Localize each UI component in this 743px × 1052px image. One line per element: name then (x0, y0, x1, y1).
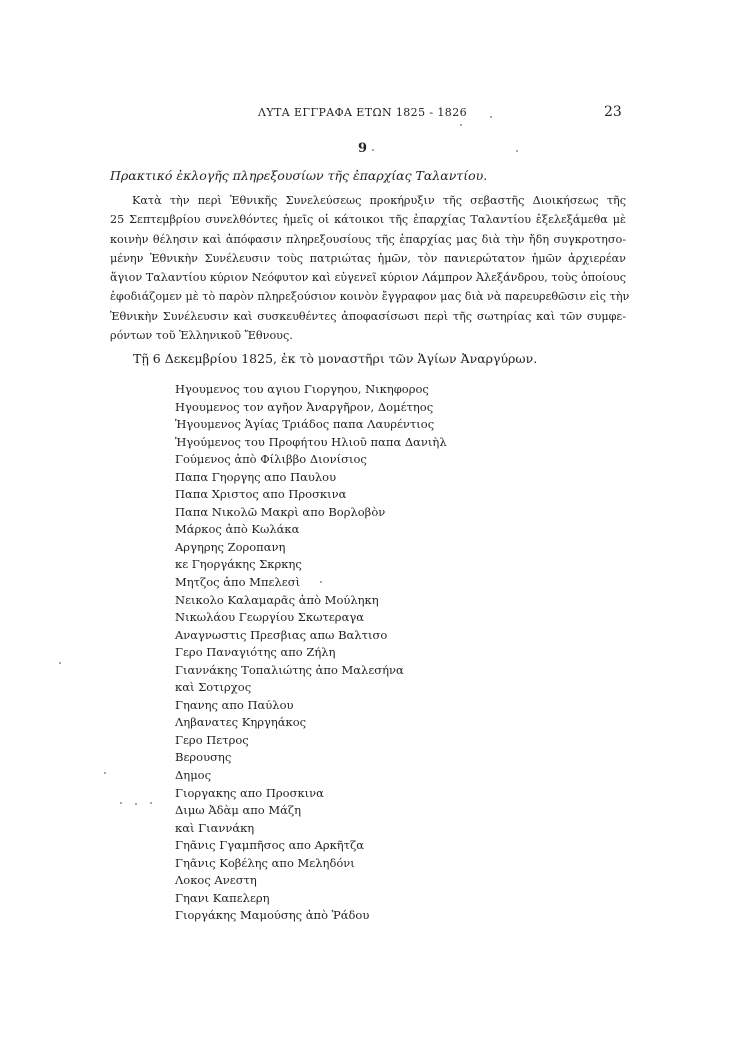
body-line: ἐφοδιάζομεν μὲ τὸ παρὸν πληρεξούσιον κοινὸν ἔγγραφον μας διὰ νὰ παρευρεθῶσιν εἰς τὴν (110, 290, 630, 304)
signatory: Ἡγούμενος του Προφήτου Ηλιοῦ παπα Δανιὴλ (175, 434, 447, 449)
body-line: κοινὴν θέλησιν καὶ ἀπόφασιν πληρεξουσίους τῆς ἐπαρχίας μας διὰ τὴν ἤδη συγκροτησο- (110, 232, 626, 246)
signatory: Γούμενος ἀπὸ Φίλιββο Διονίσιος (175, 452, 367, 467)
page-header (0, 106, 743, 126)
signatory: Παπα Γηοργης απο Παυλου (175, 469, 337, 484)
signatory: Γηανι Καπελερη (175, 890, 270, 905)
signatory: Λοκος Ανεστη (175, 873, 257, 888)
date-line: Τῇ 6 Δεκεμβρίου 1825, ἐκ τὸ μοναστῆρι τῶν Ἁγίων Ἀναργύρων. (133, 351, 538, 366)
body-line: 25 Σεπτεμβρίου συνελθόντες ἡμεῖς οἱ κάτοικοι τῆς ἐπαρχίας Ταλαντίου ἐξελεξάμεθα μὲ (110, 213, 626, 227)
page-number: 23 (604, 104, 622, 120)
signatory: Νεικολο Καλαμαρᾶς ἀπὸ Μούληκη (175, 592, 379, 607)
signatory: Γηᾶνις Κοβέλης απο Μεληδόνι (175, 855, 355, 870)
body-line: ἅγιον Ταλαντίου κύριον Νεόφυτον καὶ εὐγενεῖ κύριον Λάμπρον Ἀλεξάνδρου, τοὺς ὁποίους (110, 271, 626, 285)
signatory: καὶ Σοτιρχος (175, 680, 252, 695)
scan-speck (59, 662, 61, 664)
signatory: Δημος (175, 768, 212, 783)
signatory: καὶ Γιαννάκη (175, 820, 255, 835)
scan-speck (320, 581, 322, 583)
signatory: Γερο Παναγιότης απο Ζήλη (175, 645, 336, 660)
signatory: Γηανης απο Παύλου (175, 697, 294, 712)
signatory: κε Γηοργάκης Σκρκης (175, 557, 302, 572)
running-title: ΛΥΤΑ ΕΓΓΡΑΦΑ ΕΤΩΝ 1825 - 1826 (258, 106, 467, 119)
document-title: Πρακτικό ἐκλογῆς πληρεξουσίων τῆς ἐπαρχίας Ταλαντίου. (110, 168, 488, 183)
signatory: Παπα Νικολῶ Μακρὶ απο Βορλοβὸν (175, 504, 386, 519)
signatory: Αργηρης Ζοροπανη (175, 539, 286, 554)
signatory: Γιοργακης απο Προσκινα (175, 785, 324, 800)
signatory: Γιαννάκης Τοπαλιώτης ἀπο Μαλεσήνα (175, 662, 404, 677)
signatory: Ηγουμενος τον αγῆον Ἀναργῆρον, Δομέτηος (175, 399, 434, 414)
signatory: Ἡγουμενος Ἁγίας Τριάδος παπα Λαυρέντιος (175, 417, 435, 432)
signatory: Γιοργάκης Μαμούσης ἀπὸ Ῥάδου (175, 908, 370, 923)
signatory: Μητζος ἀπο Μπελεσὶ (175, 575, 301, 590)
scan-speck (372, 149, 374, 151)
document-number: 9 (358, 141, 368, 156)
signatory: Παπα Χριστος απο Προσκινα (175, 487, 347, 502)
signatory: Γηᾶνις Γγαμπῆσος απο Αρκῆτζα (175, 838, 365, 853)
signatories-list (175, 381, 447, 925)
body-line: Κατὰ τὴν περὶ Ἐθνικῆς Συνελεύσεως προκήρυξιν τῆς σεβαστῆς Διοικήσεως τῆς (132, 194, 626, 207)
scan-speck (490, 116, 492, 118)
signatory: Μάρκος ἀπὸ Κωλάκα (175, 522, 300, 537)
scan-speck (135, 803, 137, 805)
signatory: Αναγνωστις Πρεσβιας απω Βαλτισο (175, 627, 388, 642)
signatory: Βερουσης (175, 750, 232, 765)
scan-speck (460, 124, 462, 126)
signatory: Διμω Ἀδὰμ απο Μάζη (175, 803, 302, 818)
signatory: Ληβανατες Κηργηάκος (175, 715, 307, 730)
scan-speck (516, 150, 518, 152)
body-line: μένην Ἐθνικὴν Συνέλευσιν τοὺς πατριώτας ἡμῶν, τὸν πανιερώτατον ἡμῶν ἀρχιερέαν (110, 251, 626, 265)
body-line: ρόντων τοῦ Ἑλληνικοῦ Ἔθνους. (110, 329, 293, 343)
body-line: Ἐθνικὴν Συνέλευσιν καὶ συσκευθέντες ἀποφασίσωσι περὶ τῆς σωτηρίας καὶ τῶν συμφε- (110, 309, 626, 323)
body-paragraph (110, 191, 630, 345)
signatory: Ηγουμενος του αγιου Γιοργηου, Νικηφορος (175, 382, 429, 396)
signatory: Γερο Πετρος (175, 732, 249, 747)
scan-speck (104, 772, 106, 774)
scan-speck (150, 802, 152, 804)
scan-speck (120, 802, 122, 804)
signatory: Νικωλάου Γεωργίου Σκωτεραγα (175, 610, 364, 625)
